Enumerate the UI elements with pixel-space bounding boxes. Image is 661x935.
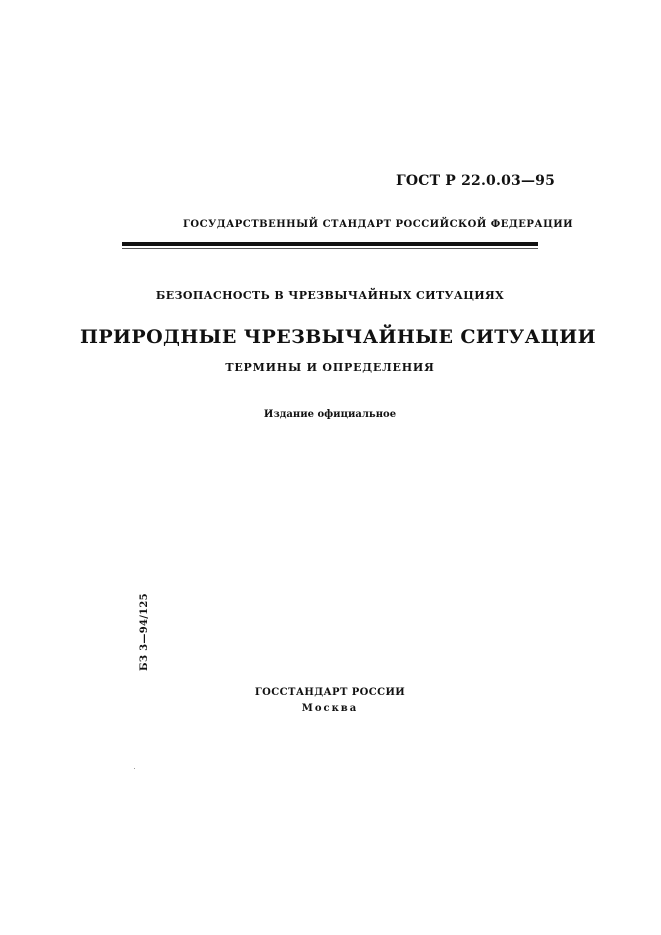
publisher: ГОССТАНДАРТ РОССИИ (254, 687, 406, 698)
scan-speck (134, 768, 135, 769)
header-rule-thin (122, 248, 538, 249)
edition-note: Издание официальное (263, 409, 397, 420)
state-standard-heading: ГОСУДАРСТВЕННЫЙ СТАНДАРТ РОССИЙСКОЙ ФЕДЕРАЦИИ (183, 219, 574, 230)
catalog-code: БЗ 3—94/125 (139, 593, 150, 671)
header-rule-thick (122, 242, 538, 246)
standard-designation: ГОСТ Р 22.0.03—95 (396, 173, 556, 189)
main-title: ПРИРОДНЫЕ ЧРЕЗВЫЧАЙНЫЕ СИТУАЦИИ (80, 326, 596, 348)
publication-city: Москва (301, 703, 359, 714)
subtitle: ТЕРМИНЫ И ОПРЕДЕЛЕНИЯ (225, 361, 435, 374)
series-title: БЕЗОПАСНОСТЬ В ЧРЕЗВЫЧАЙНЫХ СИТУАЦИЯХ (155, 289, 505, 302)
